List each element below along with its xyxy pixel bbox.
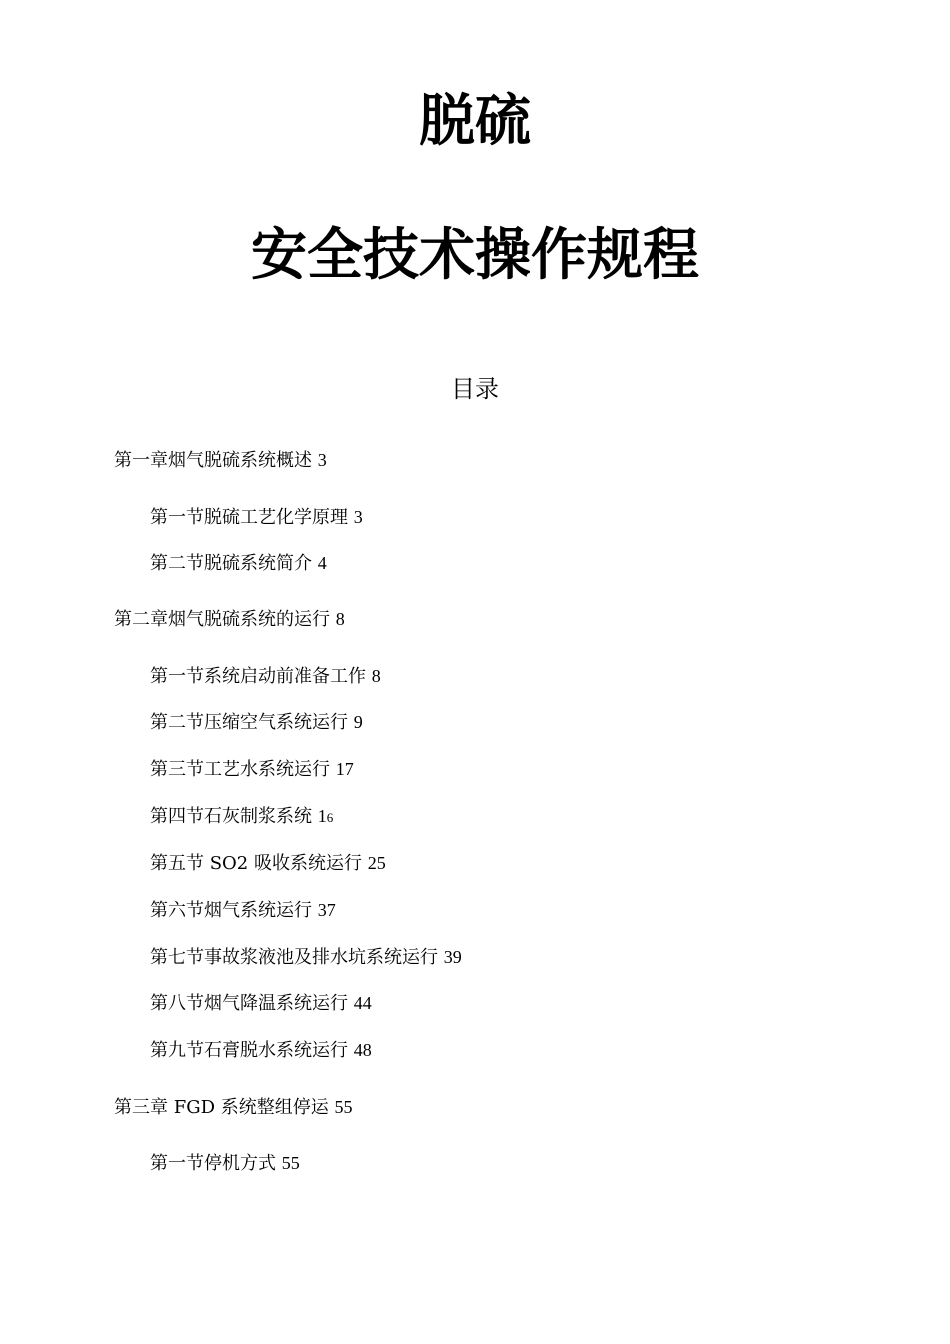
toc-entry-title: 第一节系统启动前准备工作 bbox=[150, 666, 366, 687]
toc-page-number: 3 bbox=[353, 507, 363, 527]
toc-heading: 目录 bbox=[451, 375, 499, 403]
document-subtitle: 安全技术操作规程 bbox=[251, 223, 699, 288]
toc-page-number: 9 bbox=[353, 712, 363, 732]
toc-page-number: 55 bbox=[281, 1153, 300, 1173]
toc-page-number: 39 bbox=[443, 947, 462, 967]
toc-entry-title: 第六节烟气系统运行 bbox=[150, 900, 312, 921]
toc-entry-title: 第一节脱硫工艺化学原理 bbox=[150, 507, 348, 528]
toc-section-3-1 bbox=[150, 1151, 300, 1176]
toc-entry-title: 第二节压缩空气系统运行 bbox=[150, 712, 348, 733]
toc-entry-title: 第二节脱硫系统简介 bbox=[150, 553, 312, 574]
toc-entry-title: 第一章烟气脱硫系统概述 bbox=[114, 450, 312, 471]
toc-page-number: 8 bbox=[371, 666, 381, 686]
toc-page-number-small: 6 bbox=[326, 810, 334, 825]
document-title: 脱硫 bbox=[419, 89, 531, 154]
toc-section-2-7 bbox=[150, 945, 462, 970]
toc-entry-title: 第三章 FGD 系统整组停运 bbox=[114, 1097, 329, 1118]
toc-chapter-1 bbox=[114, 448, 327, 473]
toc-section-2-9 bbox=[150, 1038, 372, 1063]
toc-section-2-5 bbox=[150, 851, 386, 876]
toc-entry-title: 第九节石膏脱水系统运行 bbox=[150, 1040, 348, 1061]
toc-chapter-3 bbox=[114, 1095, 352, 1120]
toc-section-2-6 bbox=[150, 898, 336, 923]
toc-entry-title: 第八节烟气降温系统运行 bbox=[150, 993, 348, 1014]
toc-section-2-2 bbox=[150, 710, 363, 735]
toc-section-1-2 bbox=[150, 551, 327, 576]
toc-page-number: 25 bbox=[367, 853, 386, 873]
toc-page-number: 17 bbox=[335, 759, 354, 779]
toc-page-number: 4 bbox=[317, 553, 327, 573]
toc-entry-title: 第四节石灰制浆系统 bbox=[150, 806, 312, 827]
toc-entry-title: 第七节事故浆液池及排水坑系统运行 bbox=[150, 947, 438, 968]
toc-section-2-1 bbox=[150, 664, 381, 689]
toc-page-number-main: 1 bbox=[317, 806, 327, 826]
toc-page-number: 55 bbox=[334, 1097, 353, 1117]
toc-page-number bbox=[318, 806, 334, 826]
toc-section-1-1 bbox=[150, 505, 363, 530]
toc-entry-title: 第五节 SO2 吸收系统运行 bbox=[150, 853, 362, 874]
toc-page-number: 48 bbox=[353, 1040, 372, 1060]
toc-page-number: 37 bbox=[317, 900, 336, 920]
toc-section-2-3 bbox=[150, 757, 354, 782]
toc-page-number: 8 bbox=[335, 609, 345, 629]
toc-section-2-4 bbox=[150, 804, 333, 830]
toc-section-2-8 bbox=[150, 991, 372, 1016]
toc-entry-title: 第二章烟气脱硫系统的运行 bbox=[114, 609, 330, 630]
toc-page-number: 3 bbox=[317, 450, 327, 470]
toc-entry-title: 第一节停机方式 bbox=[150, 1153, 276, 1174]
toc-entry-title: 第三节工艺水系统运行 bbox=[150, 759, 330, 780]
toc-chapter-2 bbox=[114, 607, 345, 632]
toc-page-number: 44 bbox=[353, 993, 372, 1013]
